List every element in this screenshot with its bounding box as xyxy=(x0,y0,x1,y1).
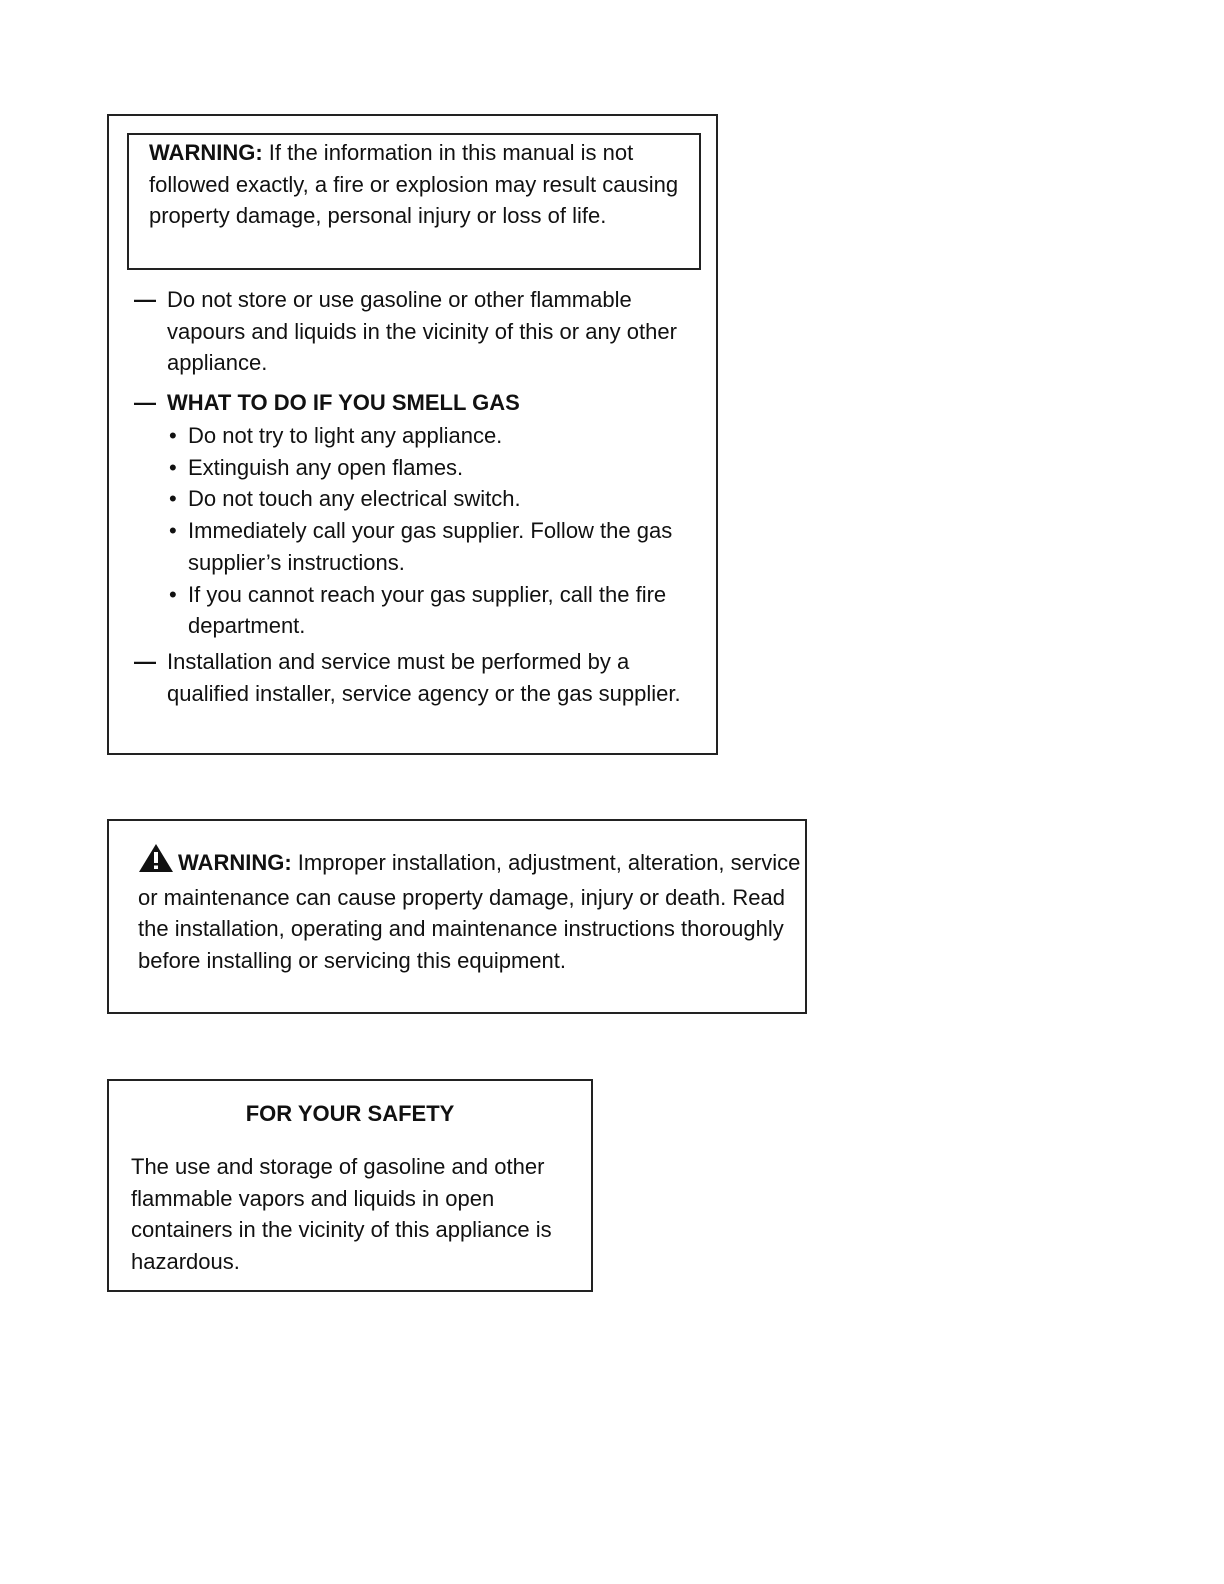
safety-body-text: The use and storage of gasoline and other flammable vapors and liquids in open containers in the vicinity of this appliance is hazardous. xyxy=(131,1154,552,1275)
warning-label: WARNING: xyxy=(178,850,292,875)
bullet-text: Do not try to light any appliance. xyxy=(188,423,503,448)
smell-gas-bullet-list xyxy=(167,420,687,642)
warning-notice-box xyxy=(107,114,718,755)
bullet-marker: • xyxy=(169,486,177,512)
dash-marker: — xyxy=(134,390,156,415)
instruction-text: Do not store or use gasoline or other flammable vapours and liquids in the vicinity of this or any other appliance. xyxy=(167,287,677,376)
dash-marker: — xyxy=(134,287,156,312)
smell-gas-heading: WHAT TO DO IF YOU SMELL GAS xyxy=(167,390,520,415)
safety-title: FOR YOUR SAFETY xyxy=(245,1101,455,1126)
list-item xyxy=(167,452,687,484)
list-item xyxy=(167,579,687,642)
instruction-qualified-installer xyxy=(134,646,694,709)
dash-marker: — xyxy=(134,649,156,674)
bullet-text: If you cannot reach your gas supplier, call the fire department. xyxy=(188,581,667,639)
bullet-text: Immediately call your gas supplier. Follow the gas supplier’s instructions. xyxy=(188,518,673,575)
list-item xyxy=(167,483,687,515)
bullet-marker: • xyxy=(169,518,177,544)
warning-triangle-icon xyxy=(138,843,174,882)
bullet-text: Do not touch any electrical switch. xyxy=(188,486,521,512)
bullet-text: Extinguish any open flames. xyxy=(188,454,464,480)
instruction-text: Installation and service must be performed by a qualified installer, service agency or the gas supplier. xyxy=(167,649,681,706)
warning-statement-box xyxy=(127,133,701,270)
installation-warning-text: Improper installation, adjustment, alteration, service or maintenance can cause property damage, injury or death. Read the installation, operating and maintenance instructions thoroughly before installing or servicing this equipment. xyxy=(138,850,801,974)
instruction-no-flammables xyxy=(134,284,694,379)
bullet-marker: • xyxy=(169,454,177,480)
warning-statement-text: If the information in this manual is not followed exactly, a fire or explosion may result causing property damage, personal injury or loss of life. xyxy=(149,140,679,229)
safety-notice-box xyxy=(107,1079,593,1292)
installation-warning-box xyxy=(107,819,807,1014)
list-item xyxy=(167,515,687,578)
bullet-marker: • xyxy=(169,581,177,607)
warning-label: WARNING: xyxy=(149,140,263,165)
instruction-smell-gas-heading xyxy=(134,387,694,419)
list-item xyxy=(167,420,687,452)
bullet-marker: • xyxy=(169,423,177,448)
